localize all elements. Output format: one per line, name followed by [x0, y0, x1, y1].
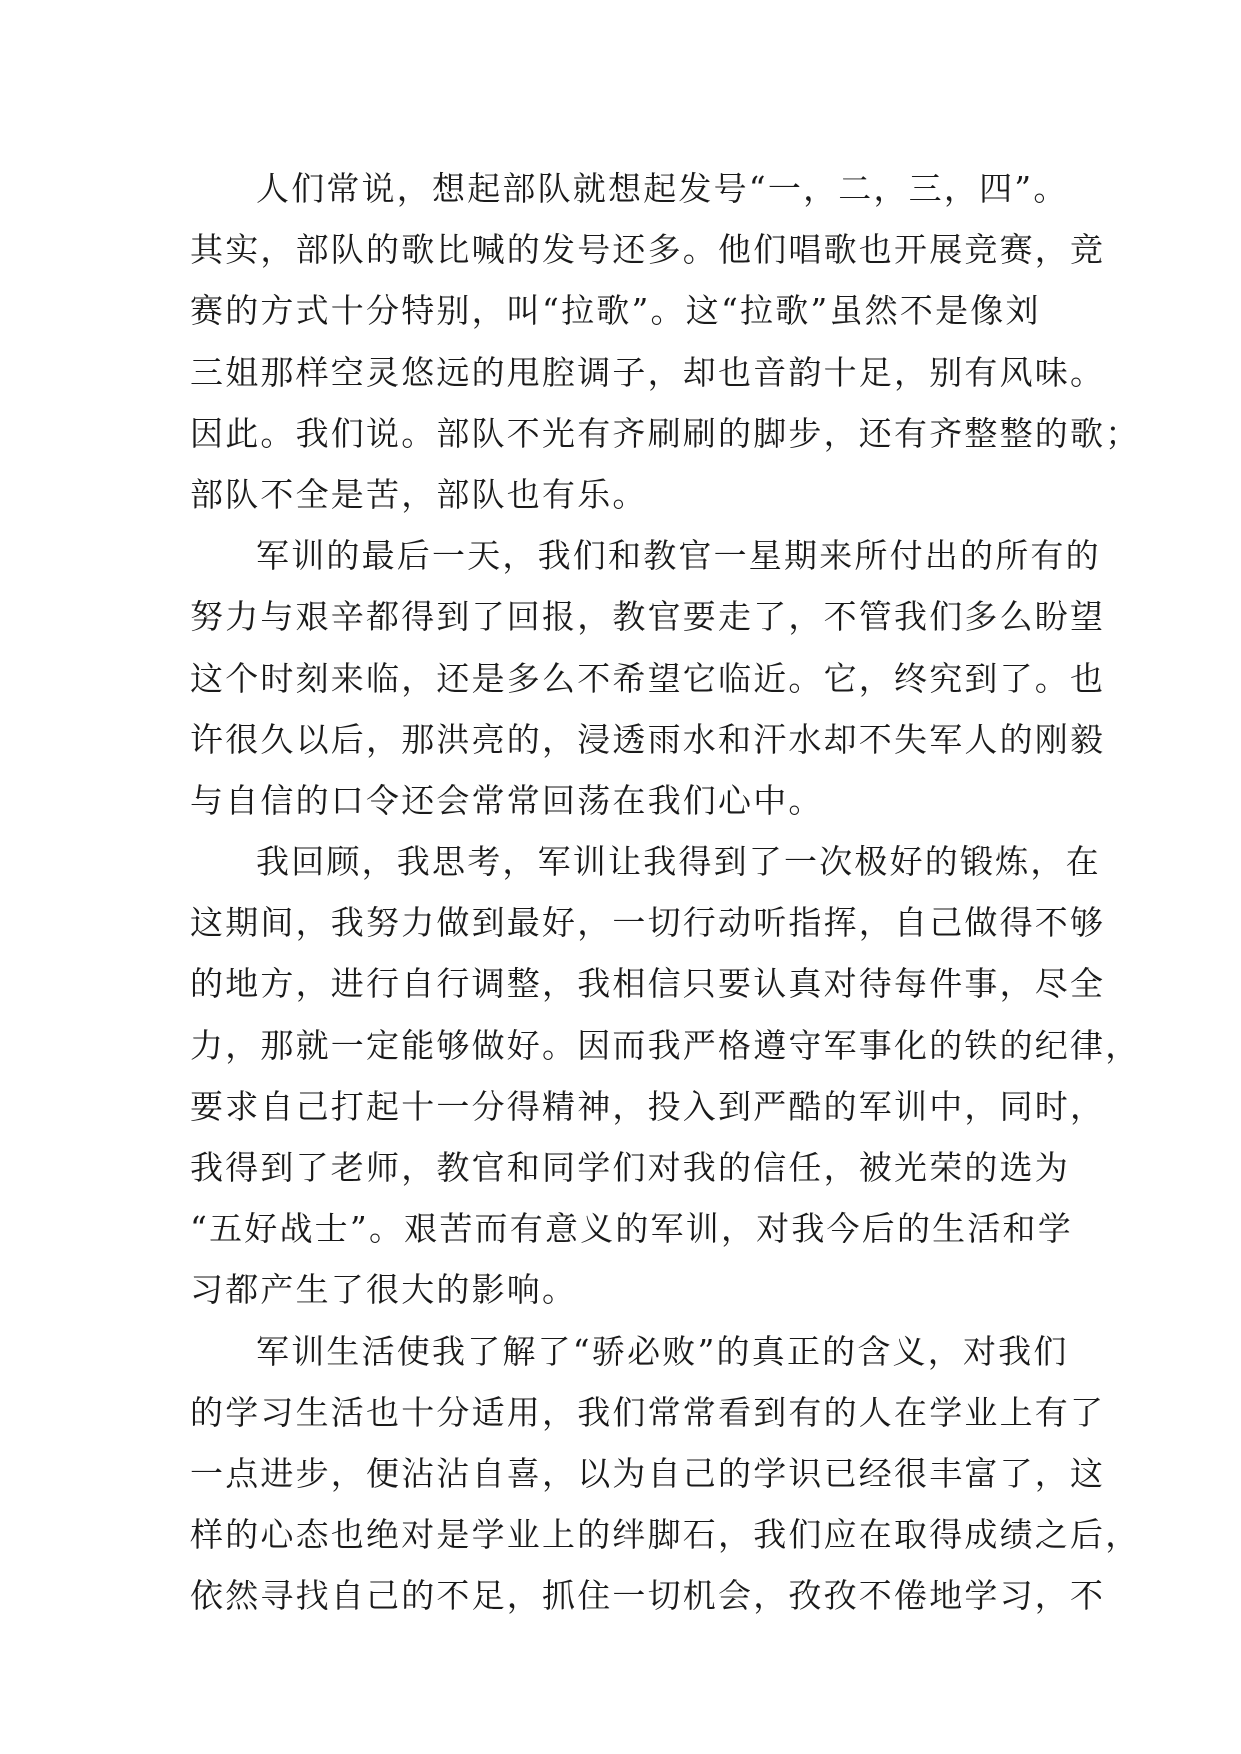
text-line: 样的心态也绝对是学业上的绊脚石，我们应在取得成绩之后， [190, 1515, 1141, 1555]
text-line: 三姐那样空灵悠远的甩腔调子，却也音韵十足，别有风味。 [190, 352, 1106, 392]
text-line: 其实，部队的歌比喊的发号还多。他们唱歌也开展竞赛，竞 [190, 230, 1106, 270]
text-line: 习都产生了很大的影响。 [190, 1270, 578, 1310]
text-line: 因此。我们说。部队不光有齐刷刷的脚步，还有齐整整的歌； [190, 413, 1141, 453]
text-line: 军训生活使我了解了“骄必败”的真正的含义，对我们 [256, 1331, 1069, 1371]
text-line: 军训的最后一天，我们和教官一星期来所付出的所有的 [256, 536, 1101, 576]
text-line: 赛的方式十分特别，叫“拉歌”。这“拉歌”虽然不是像刘 [190, 291, 1041, 331]
text-line: 的学习生活也十分适用，我们常常看到有的人在学业上有了 [190, 1392, 1106, 1432]
text-line: 我回顾，我思考，军训让我得到了一次极好的锻炼，在 [256, 842, 1101, 882]
text-line: 的地方，进行自行调整，我相信只要认真对待每件事，尽全 [190, 964, 1106, 1004]
text-line: 努力与艰辛都得到了回报，教官要走了，不管我们多么盼望 [190, 597, 1106, 637]
text-line: 力，那就一定能够做好。因而我严格遵守军事化的铁的纪律， [190, 1025, 1141, 1065]
text-line: 一点进步，便沾沾自喜，以为自己的学识已经很丰富了，这 [190, 1453, 1106, 1493]
text-line: 我得到了老师，教官和同学们对我的信任，被光荣的选为 [190, 1148, 1070, 1187]
text-line: 人们常说，想起部队就想起发号“一，二，三，四”。 [256, 169, 1069, 208]
text-line: 许很久以后，那洪亮的，浸透雨水和汗水却不失军人的刚毅 [190, 719, 1106, 759]
text-line: 这个时刻来临，还是多么不希望它临近。它，终究到了。也 [190, 658, 1106, 698]
body-text [190, 158, 1141, 1627]
text-line: 依然寻找自己的不足，抓住一切机会，孜孜不倦地学习，不 [190, 1576, 1106, 1616]
text-line: 与自信的口令还会常常回荡在我们心中。 [190, 780, 824, 820]
text-line: 部队不全是苦，部队也有乐。 [190, 474, 648, 514]
text-line: 要求自己打起十一分得精神，投入到严酷的军训中，同时， [190, 1086, 1106, 1126]
text-line: “五好战士”。艰苦而有意义的军训，对我今后的生活和学 [190, 1209, 1073, 1249]
text-line: 这期间，我努力做到最好，一切行动听指挥，自己做得不够 [190, 903, 1106, 943]
